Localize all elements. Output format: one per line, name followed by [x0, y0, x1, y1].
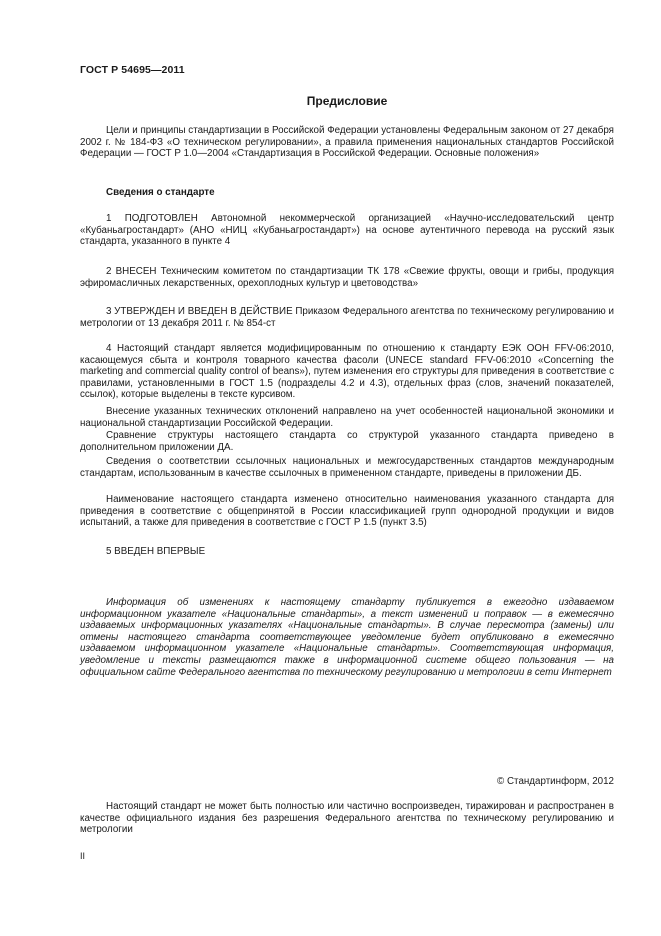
item-4-paragraph: 4 Настоящий стандарт является модифицированным по отношению к стандарту ЕЭК ООН FFV-06:2010, касающемуся сбыта и контроля товарного качества фасоли (UNECE standard FFV-06:2010 «Concerning the marketing and commercial quality control of beans»), путем изменения его структуры для приведения в соответствие с правилами, установленными в ГОСТ 1.5 (подразделы 4.2 и 4.3), отдельных фраз (слов, значений показателей, ссылок), которые выделены в тексте курсивом.	[80, 343, 614, 401]
item-3-paragraph: 3 УТВЕРЖДЕН И ВВЕДЕН В ДЕЙСТВИЕ Приказом Федерального агентства по техническому регулированию и метрологии от 13 декабря 2011 г. № 854-ст	[80, 306, 614, 329]
section-subheading: Сведения о стандарте	[106, 187, 215, 198]
copyright-line: © Стандартинформ, 2012	[497, 776, 614, 787]
page-number: II	[80, 851, 86, 861]
item-4-title-change-paragraph: Наименование настоящего стандарта изменено относительно наименования указанного стандарта для приведения в соответствие с общепринятой в России классификацией групп однородной продукции и видов испытаний, а также для приведения в соответствие с ГОСТ Р 1.5 (пункт 3.5)	[80, 494, 614, 529]
info-notice-paragraph: Информация об изменениях к настоящему стандарту публикуется в ежегодно издаваемом информационном указателе «Национальные стандарты», а текст изменений и поправок — в ежемесячно издаваемых информационных указателях «Национальные стандарты». В случае пересмотра (замены) или отмены настоящего стандарта соответствующее уведомление будет опубликовано в ежемесячно издаваемом информационном указателе «Национальные стандарты». Соответствующая информация, уведомление и тексты размещаются также в информационной системе общего пользования — на официальном сайте Федерального агентства по техническому регулированию и метрологии в сети Интернет	[80, 597, 614, 678]
reproduction-notice-paragraph: Настоящий стандарт не может быть полностью или частично воспроизведен, тиражирован и распространен в качестве официального издания без разрешения Федерального агентства по техническому регулированию и метрологии	[80, 801, 614, 836]
item-4-deviation-paragraph: Внесение указанных технических отклонений направлено на учет особенностей национальной экономики и национальной стандартизации Российской Федерации.	[80, 406, 614, 429]
item-5-paragraph: 5 ВВЕДЕН ВПЕРВЫЕ	[106, 546, 206, 557]
item-4-references-paragraph: Сведения о соответствии ссылочных национальных и межгосударственных стандартов международным стандартам, использованным в качестве ссылочных в примененном стандарте, приведены в приложении ДБ.	[80, 456, 614, 479]
item-2-paragraph: 2 ВНЕСЕН Техническим комитетом по стандартизации ТК 178 «Свежие фрукты, овощи и грибы, продукция эфиромасличных лекарственных, орехоплодных культур и цветоводства»	[80, 266, 614, 289]
page-title: Предисловие	[306, 94, 388, 108]
document-code: ГОСТ Р 54695—2011	[80, 64, 185, 76]
intro-paragraph: Цели и принципы стандартизации в Российской Федерации установлены Федеральным законом от 27 декабря 2002 г. № 184-ФЗ «О техническом регулировании», а правила применения национальных стандартов Российской Федерации — ГОСТ Р 1.0—2004 «Стандартизация в Российской Федерации. Основные положения»	[80, 125, 614, 160]
item-4-comparison-paragraph: Сравнение структуры настоящего стандарта со структурой указанного стандарта приведено в дополнительном приложении ДА.	[80, 430, 614, 453]
item-1-paragraph: 1 ПОДГОТОВЛЕН Автономной некоммерческой организацией «Научно-исследовательский центр «Кубаньагростандарт» (АНО «НИЦ «Кубаньагростандарт») на основе аутентичного перевода на русский язык стандарта, указанного в пункте 4	[80, 213, 614, 248]
